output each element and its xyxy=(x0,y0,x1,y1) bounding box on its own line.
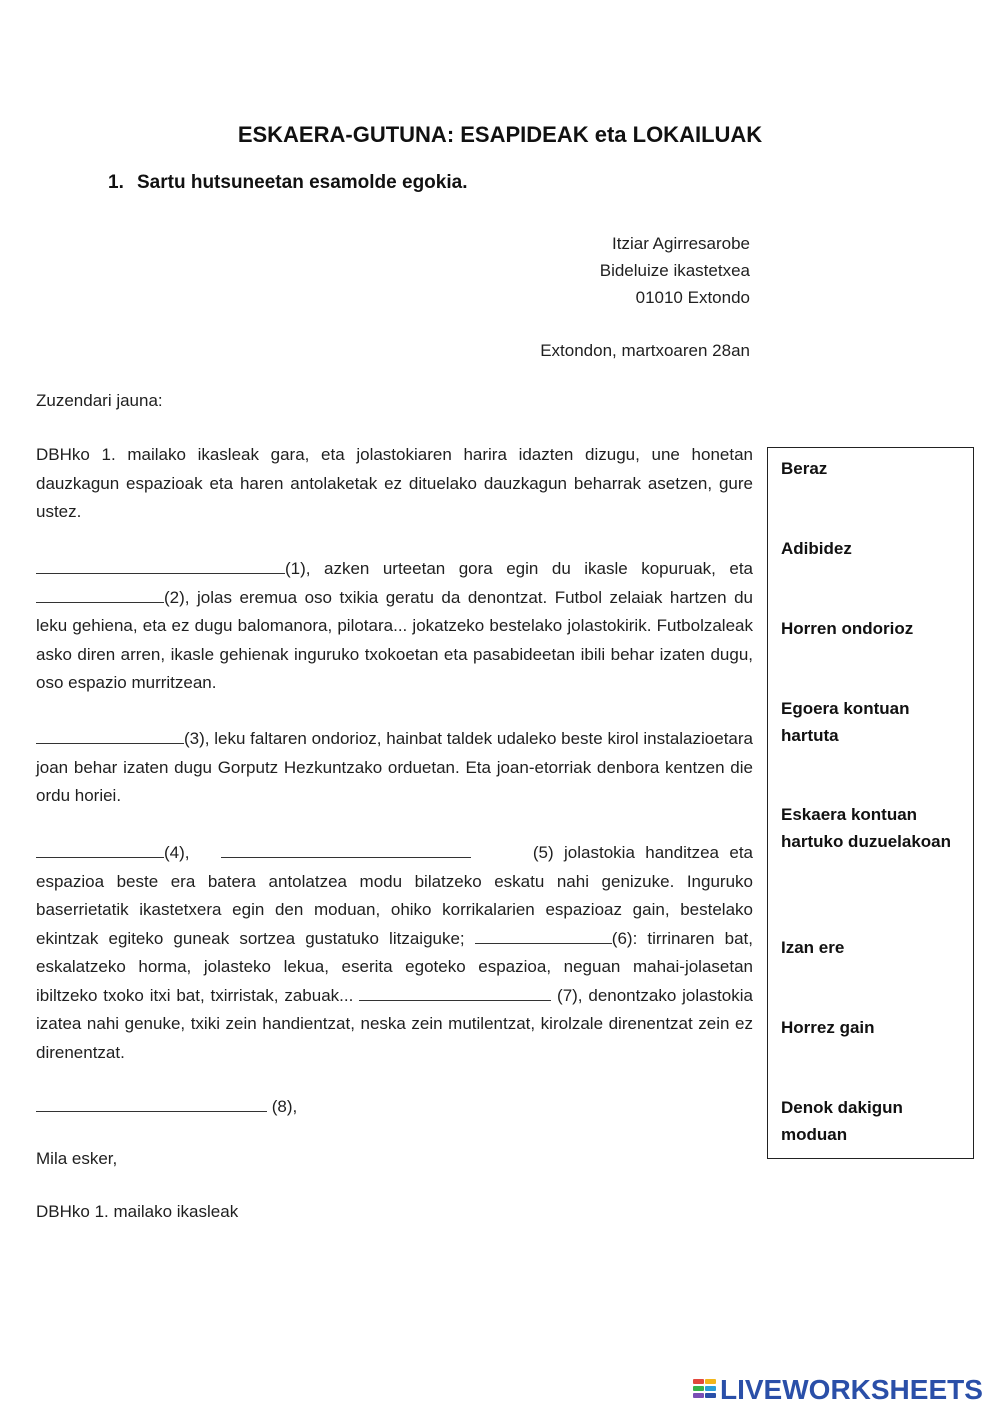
liveworksheets-logo xyxy=(693,1374,983,1406)
blank-5-input[interactable] xyxy=(221,841,471,858)
sender-school: Bideluize ikastetxea xyxy=(599,261,750,280)
signature: DBHko 1. mailako ikasleak xyxy=(36,1202,239,1221)
exercise-instruction xyxy=(108,172,467,194)
letter-paragraph-3 xyxy=(36,725,753,811)
liveworksheets-logo-text: LIVEWORKSHEETS xyxy=(720,1374,983,1405)
paragraph-2-part-a: (1), azken urteetan gora egin du ikasle kopuruak, eta xyxy=(285,559,753,578)
paragraph-4-part-e: (7), denontzako jolastokia izatea nahi genuke, txiki zein handientzat, neska zein mutilentzat, kirolzale direnentzat zein ez direnentzat. xyxy=(36,985,753,1062)
blank-2-input[interactable] xyxy=(36,586,164,603)
salutation: Zuzendari jauna: xyxy=(36,391,163,410)
liveworksheets-logo-icon xyxy=(693,1378,717,1402)
blank-7-input[interactable] xyxy=(359,984,551,1001)
blank-8-input[interactable] xyxy=(36,1095,267,1112)
word-bank-item[interactable]: Horrez gain xyxy=(781,1018,875,1037)
letter-paragraph-1: DBHko 1. mailako ikasleak gara, eta jolastokiaren harira idazten dizugu, une honetan dauzkagun espazioak eta haren antolaketak ez dituelako dauzkagun beharrak asetzen, gure ustez. xyxy=(36,445,753,521)
word-bank-item[interactable]: Egoera kontuan hartuta xyxy=(781,699,910,745)
letter-paragraph-5 xyxy=(36,1093,753,1122)
paragraph-4-part-d: (6): tirrinaren bat, eskalatzeko horma, jolasteko lekua, eserita egoteko espazioa, neguan mahai-jolasetan ibiltzeko txoko itxi bat, txirristak, zabuak... xyxy=(36,928,753,1005)
paragraph-2-part-b: (2), jolas eremua oso txikia geratu da denontzat. Futbol zelaiak hartzen du leku gehiena, eta ez dugu balomanora, pilotara... jokatzeko bestelako jolastokirik. Futbolzaleak asko diren arren, ikasle gehienak inguruko txokoetan eta pasabideetan ibili behar izaten dugu, oso espazio murritzean. xyxy=(36,587,753,692)
exercise-number: 1. xyxy=(108,172,124,193)
letter-paragraph-4 xyxy=(36,839,753,1067)
paragraph-3-text: (3), leku faltaren ondorioz, hainbat taldek udaleko beste kirol instalazioetara joan behar izaten dugu Gorputz Hezkuntzako orduetan. Eta joan-etorriak denbora kentzen die ordu horiei. xyxy=(36,729,753,805)
blank-4-input[interactable] xyxy=(36,841,164,858)
word-bank-item[interactable]: Eskaera kontuan hartuko duzuelakoan xyxy=(781,805,952,851)
document-title: ESKAERA-GUTUNA: ESAPIDEAK eta LOKAILUAK xyxy=(237,122,763,147)
closing: Mila esker, xyxy=(36,1149,118,1168)
word-bank-box xyxy=(767,447,974,1159)
sender-name: Itziar Agirresarobe xyxy=(612,234,750,253)
paragraph-4-part-b: (5) jolastokia handitzea eta xyxy=(532,843,754,862)
sender-city: 01010 Extondo xyxy=(635,288,750,307)
blank-6-input[interactable] xyxy=(475,927,612,944)
letter-date: Extondon, martxoaren 28an xyxy=(540,341,750,360)
letter-paragraph-2 xyxy=(36,555,753,698)
blank-1-input[interactable] xyxy=(36,557,285,574)
word-bank-item[interactable]: Adibidez xyxy=(781,539,852,558)
exercise-instruction-text: Sartu hutsuneetan esamolde egokia. xyxy=(137,172,468,193)
paragraph-5-text: (8), xyxy=(271,1097,298,1116)
word-bank-item[interactable]: Horren ondorioz xyxy=(781,619,914,638)
paragraph-4-part-a: (4), xyxy=(164,843,190,862)
word-bank-item[interactable]: Beraz xyxy=(781,459,828,478)
paragraph-4-part-c: espazioa beste era batera antolatzea modu bilatzeko eskatu nahi genizuke. Inguruko baserrietatik ikastetxera egin den moduan, ohiko korrikalarien espazioaz gain, bestelako ekintzak egiteko guneak sortzea gustatuko litzaiguke; xyxy=(36,871,753,948)
word-bank-item[interactable]: Izan ere xyxy=(781,938,845,957)
blank-3-input[interactable] xyxy=(36,727,184,744)
word-bank-item[interactable]: Denok dakigun moduan xyxy=(781,1098,903,1144)
